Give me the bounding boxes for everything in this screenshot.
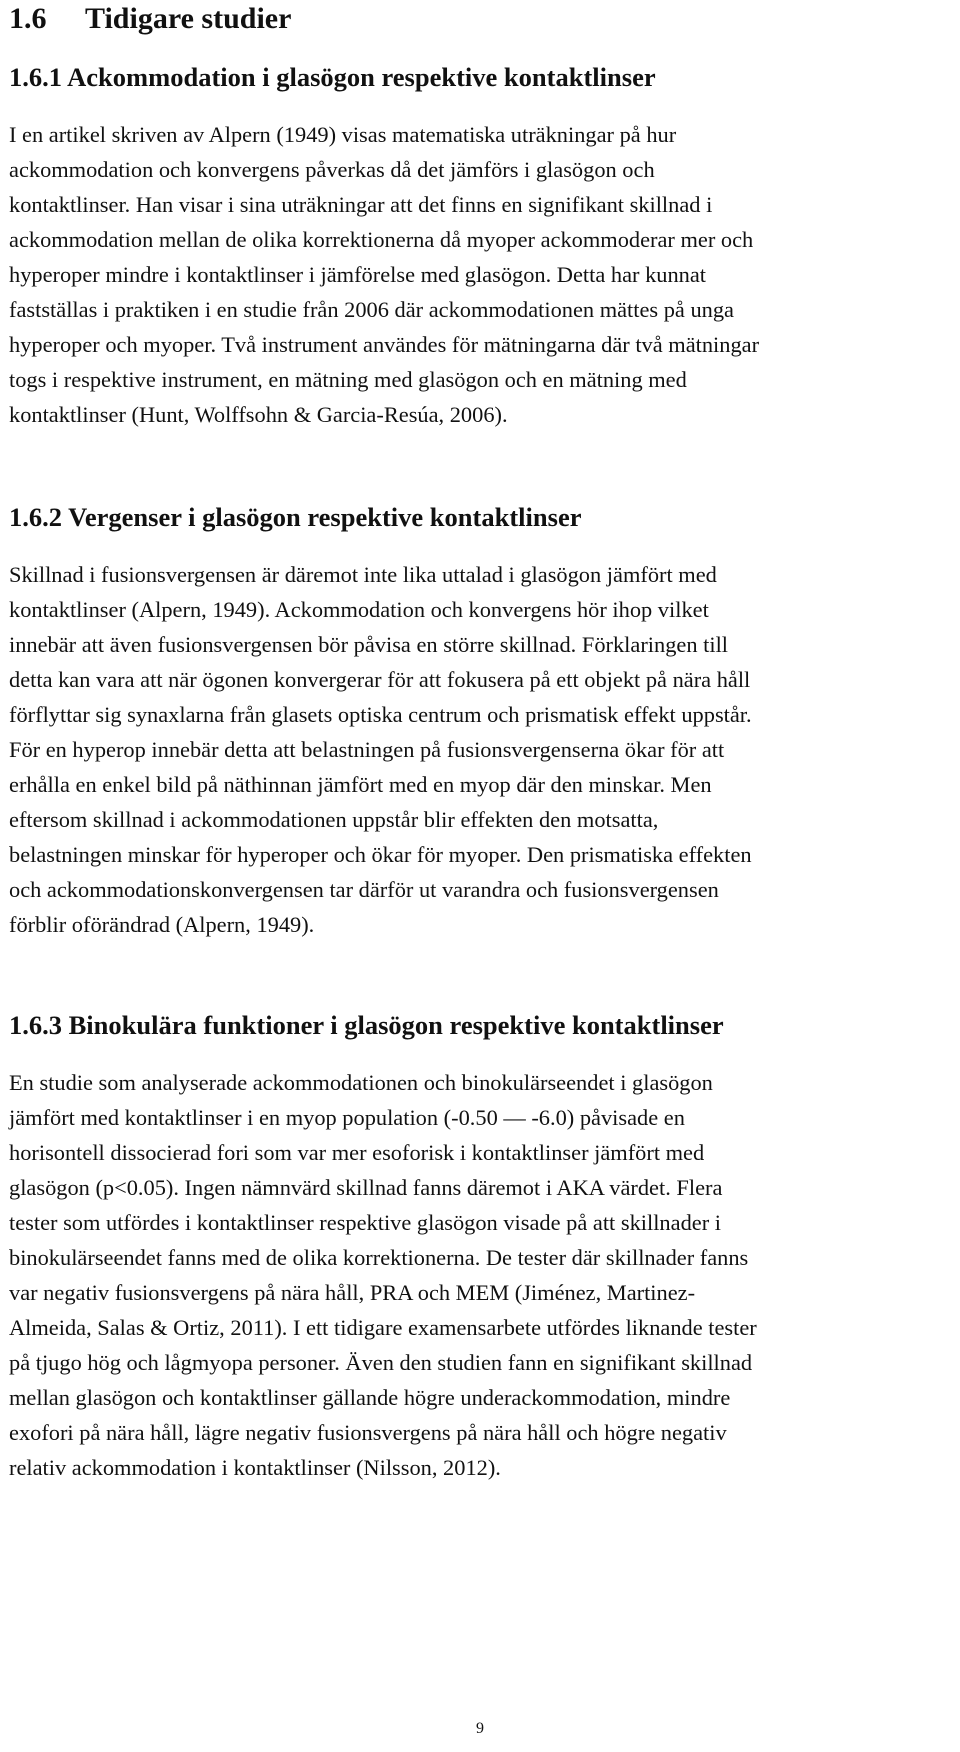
text-line: tester som utfördes i kontaktlinser respektive glasögon visade på att skillnader i — [9, 1210, 721, 1235]
paragraph-1-6-1 — [9, 117, 954, 432]
text-line: detta kan vara att när ögonen konvergerar för att fokusera på ett objekt på nära håll — [9, 667, 751, 692]
text-line: belastningen minskar för hyperoper och ökar för myoper. Den prismatiska effekten — [9, 842, 752, 867]
text-line: hyperoper och myoper. Två instrument användes för mätningarna där två mätningar — [9, 332, 760, 357]
text-line: mellan glasögon och kontaktlinser gällande högre underackommodation, mindre — [9, 1385, 731, 1410]
text-line: ackommodation mellan de olika korrektionerna då myoper ackommoderar mer och — [9, 227, 754, 252]
text-line: kontaktlinser. Han visar i sina uträkningar att det finns en signifikant skillnad i — [9, 192, 713, 217]
text-line: horisontell dissocierad fori som var mer esoforisk i kontaktlinser jämfört med — [9, 1140, 705, 1165]
section-heading — [9, 2, 291, 36]
subsection-heading-1-6-2: 1.6.2 Vergenser i glasögon respektive kontaktlinser — [9, 502, 582, 532]
text-line: ackommodation och konvergens påverkas då det jämförs i glasögon och — [9, 157, 655, 182]
subsection-heading-1-6-1: 1.6.1 Ackommodation i glasögon respektive kontaktlinser — [9, 62, 656, 92]
text-line: kontaktlinser (Alpern, 1949). Ackommodation och konvergens hör ihop vilket — [9, 597, 709, 622]
page-number: 9 — [476, 1720, 484, 1737]
text-line: fastställas i praktiken i en studie från 2006 där ackommodationen mättes på unga — [9, 297, 734, 322]
text-line: var negativ fusionsvergens på nära håll, PRA och MEM (Jiménez, Martinez- — [9, 1280, 696, 1305]
text-line: innebär att även fusionsvergensen bör påvisa en större skillnad. Förklaringen till — [9, 632, 729, 657]
subsection-heading-1-6-3: 1.6.3 Binokulära funktioner i glasögon respektive kontaktlinser — [9, 1010, 724, 1040]
text-line: Almeida, Salas & Ortiz, 2011). I ett tidigare examensarbete utfördes liknande tester — [9, 1315, 757, 1340]
text-line: eftersom skillnad i ackommodationen uppstår blir effekten den motsatta, — [9, 807, 659, 832]
text-line: och ackommodationskonvergensen tar därför ut varandra och fusionsvergensen — [9, 877, 719, 902]
text-line: glasögon (p<0.05). Ingen nämnvärd skillnad fanns däremot i AKA värdet. Flera — [9, 1175, 723, 1200]
paragraph-1-6-3 — [9, 1065, 954, 1485]
paragraph-1-6-2 — [9, 557, 954, 942]
text-line: binokulärseendet fanns med de olika korrektionerna. De tester där skillnader fanns — [9, 1245, 749, 1270]
text-line: förflyttar sig synaxlarna från glasets optiska centrum och prismatisk effekt uppstår. — [9, 702, 752, 727]
text-line: För en hyperop innebär detta att belastningen på fusionsvergenserna ökar för att — [9, 737, 725, 762]
text-line: förblir oförändrad (Alpern, 1949). — [9, 912, 315, 937]
text-line: Skillnad i fusionsvergensen är däremot inte lika uttalad i glasögon jämfört med — [9, 562, 717, 587]
text-line: relativ ackommodation i kontaktlinser (Nilsson, 2012). — [9, 1455, 501, 1480]
text-line: hyperoper mindre i kontaktlinser i jämförelse med glasögon. Detta har kunnat — [9, 262, 707, 287]
section-title: Tidigare studier — [85, 2, 292, 35]
text-line: erhålla en enkel bild på näthinnan jämfört med en myop där den minskar. Men — [9, 772, 712, 797]
text-line: jämfört med kontaktlinser i en myop population (-0.50 — -6.0) påvisade en — [9, 1105, 685, 1130]
text-line: I en artikel skriven av Alpern (1949) visas matematiska uträkningar på hur — [9, 122, 677, 147]
text-line: En studie som analyserade ackommodationen och binokulärseendet i glasögon — [9, 1070, 713, 1095]
text-line: exofori på nära håll, lägre negativ fusionsvergens på nära håll och högre negativ — [9, 1420, 727, 1445]
section-number: 1.6 — [9, 2, 47, 35]
text-line: togs i respektive instrument, en mätning med glasögon och en mätning med — [9, 367, 687, 392]
text-line: kontaktlinser (Hunt, Wolffsohn & Garcia-Resúa, 2006). — [9, 402, 508, 427]
text-line: på tjugo hög och lågmyopa personer. Även den studien fann en signifikant skillnad — [9, 1350, 753, 1375]
